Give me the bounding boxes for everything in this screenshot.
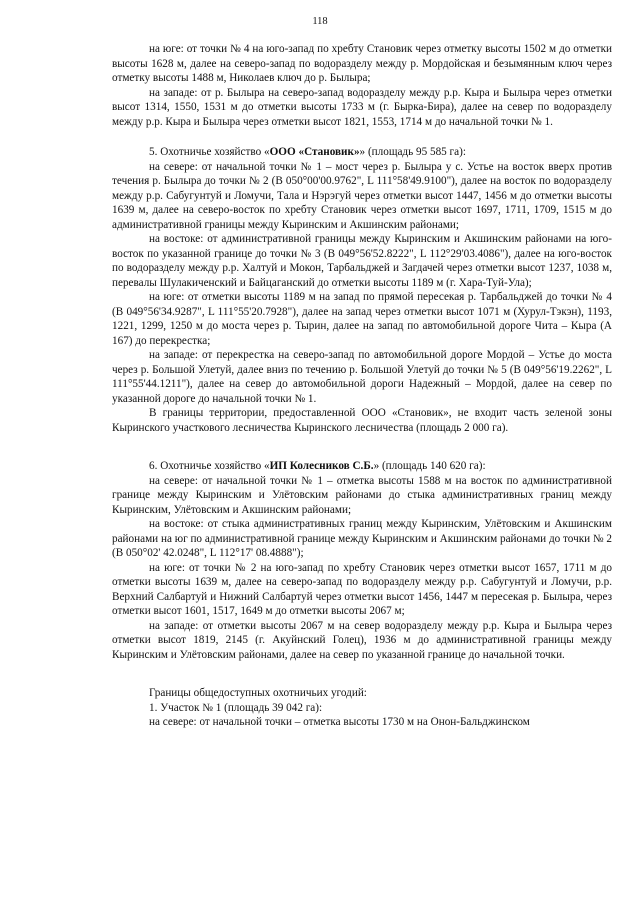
- paragraph-east-boundary-5: на востоке: от административной границы между Кыринским и Акшинским районами на юго-восток по указанной границе до точки № 3 (В 049°56'52.8222", L 112°29'03.4086"), далее на юго-восток по водоразделу между р.р. Халтуй и Мокон, Тарбальджей и Загдачей через отметки высот 1237, 1038 м, перевалы Шулакиченский и Байцаганский до отметки высоты 1189 м (г. Хара-Туй-Ула);: [112, 233, 612, 289]
- paragraph-west-boundary-4: на западе: от р. Былыра на северо-запад водоразделу между р.р. Кыра и Былыра через отметки высот 1314, 1550, 1531 м до отметки высоты 1733 м (г. Бырка-Бира), далее на север по водоразделу между р.р. Кыра и Былыра через отметки высот 1821, 1553, 1714 м до начальной точки № 1.: [112, 86, 612, 128]
- heading-suffix: » (площадь 140 620 га):: [373, 460, 486, 472]
- document-body: [112, 42, 612, 730]
- paragraph-north-boundary-6: на севере: от начальной точки № 1 – отметка высоты 1588 м на восток по административной границе между Кыринским и Улётовским районами до стыка административных границ между Кыринским, Улётовским и Акшинским районами;: [112, 474, 612, 516]
- paragraph-exclusion-5: В границы территории, предоставленной ООО «Становик», не входит часть зеленой зоны Кыринского участкового лесничества Кыринского лесничества (площадь 2 000 га).: [112, 407, 612, 434]
- paragraph-west-boundary-5: на западе: от перекрестка на северо-запад по автомобильной дороге Мордой – Устье до моста через р. Большой Улетуй, далее вниз по течению р. Большой Улетуй до точки № 5 (В 049°56'19.2262", L 111°55'44.1211"), далее на север до автомобильной дороги Надежный – Мордой, далее на север по указанной дороге до начальной точки № 1.: [112, 349, 612, 405]
- paragraph-east-boundary-6: на востоке: от стыка административных границ между Кыринским, Улётовским и Акшинским районами на юг по административной границе между Кыринским и Акшинским районами до точки № 2 (В 050°02' 42.0248", L 112°17' 08.4888");: [112, 518, 612, 559]
- heading-prefix: 5. Охотничье хозяйство «: [149, 146, 270, 158]
- entity-name: ИП Колесников С.Б.: [269, 460, 374, 472]
- heading-suffix: » (площадь 95 585 га):: [359, 146, 466, 158]
- paragraph-south-boundary-6: на юге: от точки № 2 на юго-запад по хребту Становик через отметки высот 1657, 1711 м до отметки высоты 1639 м, далее на северо-запад по водоразделу между р.р. Сабугунтуй и Ломучи, р.р. Верхний Салбартуй и Нижний Салбартуй через отметки высот 1456, 1447 м пересекая р. Былыра, через отметки высот 1601, 1517, 1649 м до отметки высоты 2067 м;: [112, 561, 612, 617]
- paragraph-south-boundary-4: на юге: от точки № 4 на юго-запад по хребту Становик через отметку высоты 1502 м до отметки высоты 1628 м, далее на северо-запад по водоразделу между р. Мордойская и безымянным ключ через отметку высоты 1488 м, Николаев ключ до р. Былыра;: [112, 43, 612, 84]
- page-number: 118: [312, 16, 328, 27]
- paragraph-north-boundary-plot-1: на севере: от начальной точки – отметка высоты 1730 м на Онон-Бальджинском: [149, 716, 530, 728]
- plot-1-heading: 1. Участок № 1 (площадь 39 042 га):: [149, 701, 323, 714]
- section-heading-6: [112, 459, 612, 474]
- paragraph-south-boundary-5: на юге: от отметки высоты 1189 м на запад по прямой пересекая р. Тарбальджей до точки № 4 (В 049°56'34.9287", L 111°55'20.7928"), далее на запад через отметки высот 1071 м (Хурул-Тэкэн), 1193, 1221, 1299, 1250 м до моста через р. Тырин, далее на запад по автомобильной дороге Чита – Кыра (А 167) до перекрестка;: [112, 291, 612, 347]
- section-heading-5: [112, 145, 612, 160]
- heading-prefix: 6. Охотничье хозяйство «: [149, 460, 270, 472]
- paragraph-west-boundary-6: на западе: от отметки высоты 2067 м на север водоразделу между р.р. Кыра и Былыра через отметки высот 1819, 2145 (г. Акуйнский Голец), 1936 м до административной границы между Кыринским и Улётовским районами, далее на север по указанной границе до начальной точки.: [112, 619, 612, 661]
- public-lands-heading: Границы общедоступных охотничьих угодий:: [149, 687, 367, 699]
- paragraph-north-boundary-5: на севере: от начальной точки № 1 – мост через р. Былыра у с. Устье на восток вверх против течения р. Былыра до точки № 2 (В 050°00'00.9762", L 111°58'49.9100"), далее на восток по водоразделу между р.р. Сабугунтуй и Ломучи, Тала и Нэрэгуй через отметки высот 1447, 1456 м до отметки высоты 1639 м, далее на северо-восток по хребту Становик через отметки высот 1697, 1711, 1709, 1515 м до административной границы между Кыринским и Акшинским районами;: [112, 160, 612, 231]
- entity-name: ООО «Становик»: [269, 146, 360, 158]
